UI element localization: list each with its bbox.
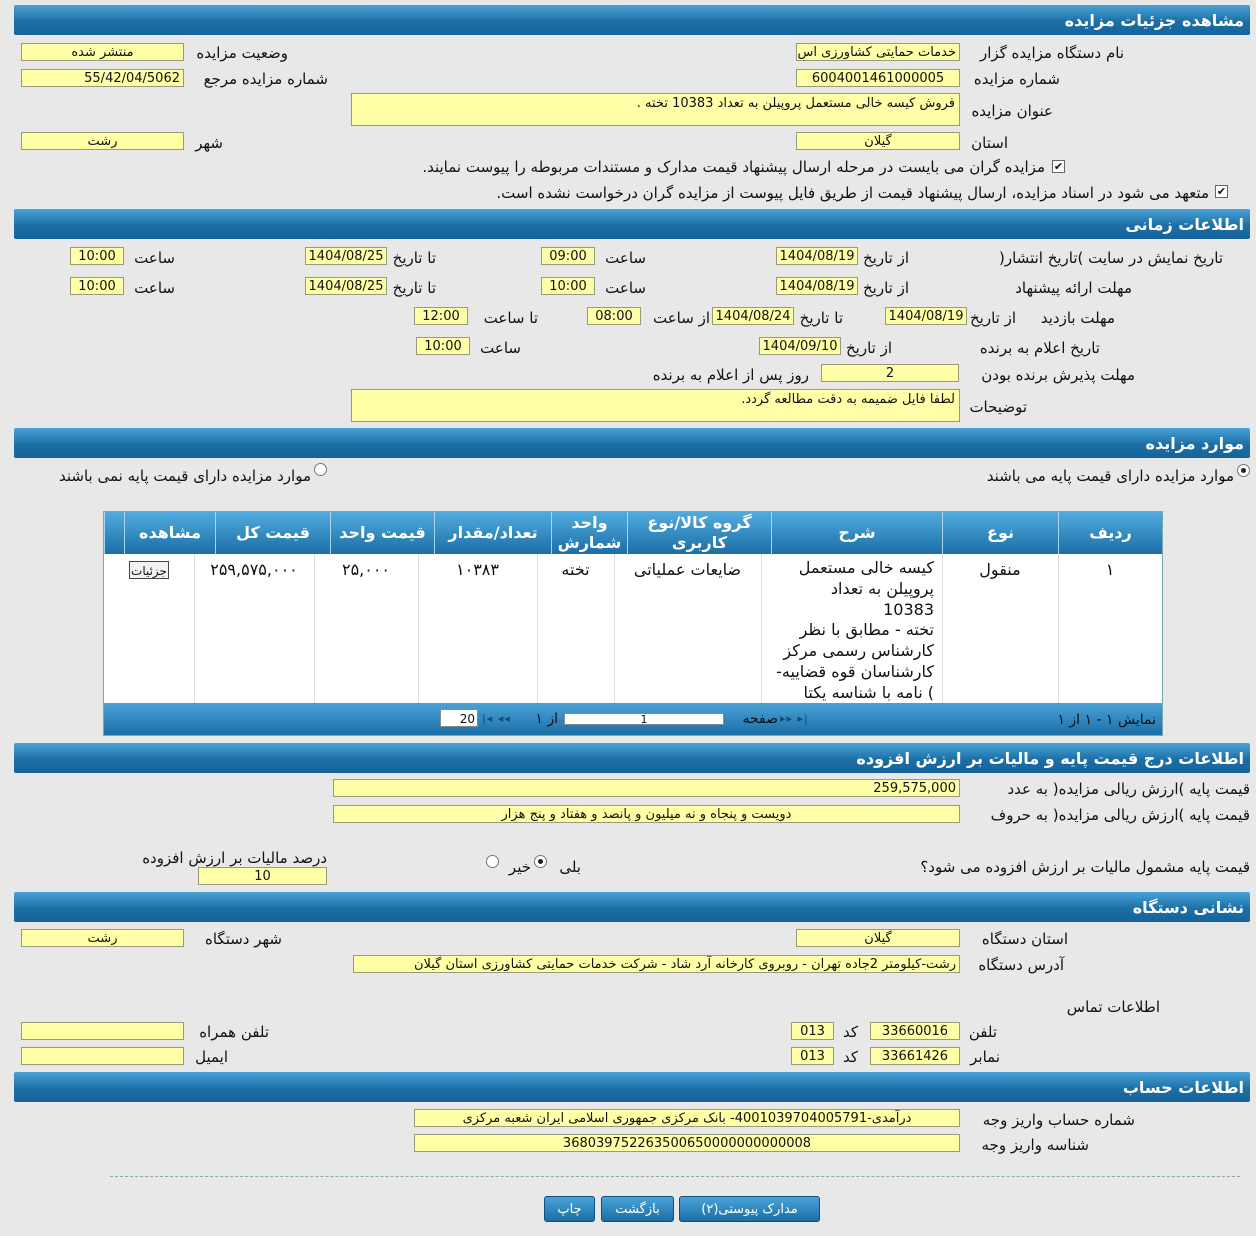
pager-page-label: صفحه bbox=[742, 711, 778, 727]
back-button[interactable]: بازگشت bbox=[601, 1196, 674, 1222]
offer-to-time: 10:00 bbox=[70, 277, 124, 295]
desc-line: کیسه خالی مستعمل bbox=[798, 558, 934, 577]
auction-number-label: شماره مزایده bbox=[973, 70, 1060, 88]
section-title: مشاهده جزئیات مزایده bbox=[1064, 11, 1244, 30]
city-label: شهر bbox=[195, 134, 223, 152]
province-field: گیلان bbox=[796, 132, 960, 150]
details-button[interactable]: جزئیات bbox=[129, 561, 169, 579]
vat-percent-field: 10 bbox=[198, 867, 327, 885]
hour-label: ساعت bbox=[480, 339, 521, 357]
vat-question-label: قیمت پایه مشمول مالیات بر ارزش افزوده می شود؟ bbox=[920, 858, 1250, 876]
desc-line: پروپیلن به تعداد bbox=[830, 578, 934, 598]
org-address-field: رشت-کیلومتر 2جاده تهران - روبروی کارخانه آرد شاد - شرکت خدمات حمایتی کشاورزی استان گیلان bbox=[353, 955, 960, 973]
col-index: ردیف bbox=[1058, 512, 1162, 554]
section-header-timing bbox=[14, 209, 1250, 239]
cell-unit-price: ۲۵,۰۰۰ bbox=[341, 560, 391, 579]
offer-from-date: 1404/08/19 bbox=[776, 277, 858, 295]
desc-line: 10383 bbox=[883, 599, 934, 619]
notes-field: لطفا فایل ضمیمه به دقت مطالعه گردد. bbox=[351, 389, 960, 422]
col-spacer bbox=[104, 512, 124, 554]
vat-yes-label: بلی bbox=[559, 858, 581, 876]
display-from-date: 1404/08/19 bbox=[776, 247, 858, 265]
attachments-button[interactable]: مدارک پیوستی(۲) bbox=[679, 1196, 820, 1222]
section-header-base-price bbox=[14, 743, 1250, 773]
radio-no-base-price[interactable] bbox=[314, 463, 327, 476]
fax-code-field: 013 bbox=[791, 1047, 834, 1065]
display-to-time: 10:00 bbox=[70, 247, 124, 265]
status-label: وضعیت مزایده bbox=[196, 44, 288, 62]
announce-time: 10:00 bbox=[416, 337, 470, 355]
from-date-label: از تاریخ bbox=[845, 339, 892, 357]
hour-label: ساعت bbox=[134, 249, 175, 267]
org-province-field: گیلان bbox=[796, 929, 960, 947]
section-title: نشانی دستگاه bbox=[1132, 898, 1244, 917]
org-city-label: شهر دستگاه bbox=[204, 930, 282, 948]
mobile-label: تلفن همراه bbox=[199, 1023, 269, 1041]
phone-code-field: 013 bbox=[791, 1022, 834, 1040]
commitment-checkbox: ✔ bbox=[1216, 185, 1227, 198]
title-field: فروش کیسه خالی مستعمل پروپیلن به تعداد 10383 تخته . bbox=[351, 93, 960, 126]
cell-index: ۱ bbox=[1105, 560, 1115, 579]
cell-group: ضایعات عملیاتی bbox=[633, 560, 742, 579]
announce-date: 1404/09/10 bbox=[759, 337, 841, 355]
section-header-details bbox=[14, 5, 1250, 35]
page-number-input[interactable]: 1 bbox=[564, 713, 724, 725]
org-city-field: رشت bbox=[21, 929, 184, 947]
col-total: قیمت کل bbox=[215, 512, 330, 554]
account-number-field: درآمدی-4001039704005791- بانک مرکزی جمهوری اسلامی ایران شعبه مرکزی bbox=[414, 1109, 960, 1127]
announce-label: تاریخ اعلام به برنده bbox=[979, 339, 1100, 357]
from-date-label: از تاریخ bbox=[969, 309, 1016, 327]
items-table bbox=[103, 511, 1163, 736]
base-price-number-field: 259,575,000 bbox=[333, 779, 960, 797]
section-title: موارد مزایده bbox=[1145, 434, 1244, 453]
to-hour-label: تا ساعت bbox=[483, 309, 538, 327]
base-price-number-label: قیمت پایه )ارزش ریالی مزایده( به عدد bbox=[1007, 780, 1250, 798]
phone-label: تلفن bbox=[968, 1023, 997, 1041]
to-date-label: تا تاریخ bbox=[799, 309, 843, 327]
title-label: عنوان مزایده bbox=[971, 102, 1053, 120]
section-header-address bbox=[14, 892, 1250, 922]
hour-label: ساعت bbox=[134, 279, 175, 297]
province-label: استان bbox=[971, 134, 1008, 152]
account-number-label: شماره حساب واریز وجه bbox=[982, 1111, 1135, 1129]
payment-id-field: 368039752263500650000000000008 bbox=[414, 1134, 960, 1152]
phone-field: 33660016 bbox=[870, 1022, 960, 1040]
desc-line: کارشناس رسمی مرکز bbox=[783, 641, 934, 661]
vat-no-radio[interactable] bbox=[486, 855, 499, 868]
visit-to-date: 1404/08/24 bbox=[712, 307, 794, 325]
cell-description bbox=[762, 558, 934, 724]
email-field bbox=[21, 1047, 184, 1065]
pager-summary: نمایش ۱ - ۱ از ۱ bbox=[1057, 712, 1156, 728]
pager-of-label: از ۱ bbox=[535, 711, 558, 727]
desc-line: کارشناسان قوه قضاییه- bbox=[776, 661, 934, 681]
page-size-input[interactable]: 20 bbox=[440, 709, 478, 727]
section-title: اطلاعات زمانی bbox=[1125, 215, 1244, 234]
requirement-checkbox: ✔ bbox=[1053, 160, 1064, 173]
to-date-label: تا تاریخ bbox=[392, 249, 436, 267]
offer-deadline-label: مهلت ارائه پیشنهاد bbox=[1015, 279, 1132, 297]
org-address-label: آدرس دستگاه bbox=[978, 956, 1064, 974]
offer-to-date: 1404/08/25 bbox=[305, 277, 387, 295]
visit-from-time: 08:00 bbox=[587, 307, 641, 325]
pager-next-last-icons[interactable]: |◂ ◂◂ bbox=[482, 712, 511, 725]
ref-number-field: 55/42/04/5062 bbox=[21, 69, 184, 87]
contact-title: اطلاعات تماس bbox=[1066, 998, 1160, 1016]
cell-unit: تخته bbox=[561, 560, 590, 579]
cell-qty: ۱۰۳۸۳ bbox=[456, 560, 499, 579]
org-field: خدمات حمایتی کشاورزی اس bbox=[796, 43, 960, 61]
status-field: منتشر شده bbox=[21, 43, 184, 61]
section-title: اطلاعات درج قیمت پایه و مالیات بر ارزش افزوده bbox=[856, 749, 1244, 768]
phone-code-label: کد bbox=[842, 1023, 858, 1041]
pager-first-prev-icons[interactable]: ▸▸ ▸| bbox=[780, 712, 809, 725]
desc-line: ) نامه با شناسه یکتا bbox=[803, 682, 934, 702]
vat-percent-label: درصد مالیات بر ارزش افزوده bbox=[142, 849, 327, 867]
table-pager bbox=[104, 703, 1162, 735]
from-date-label: از تاریخ bbox=[862, 279, 909, 297]
display-to-date: 1404/08/25 bbox=[305, 247, 387, 265]
requirement-text: مزایده گران می بایست در مرحله ارسال پیشنهاد قیمت مدارک و مستندات مربوطه را پیوست نمایند. bbox=[422, 158, 1045, 176]
ref-number-label: شماره مزایده مرجع bbox=[203, 70, 328, 88]
col-qty: تعداد/مقدار bbox=[434, 512, 551, 554]
radio-no-base-price-label: موارد مزایده دارای قیمت پایه نمی باشند bbox=[59, 467, 311, 485]
section-header-account bbox=[14, 1072, 1250, 1102]
display-from-time: 09:00 bbox=[541, 247, 595, 265]
email-label: ایمیل bbox=[195, 1048, 228, 1066]
desc-line: تخته - مطابق با نظر bbox=[799, 620, 934, 640]
divider bbox=[110, 1176, 1240, 1177]
auction-number-field: 6004001461000005 bbox=[796, 69, 960, 87]
table-header bbox=[104, 512, 1162, 554]
col-description: شرح bbox=[771, 512, 942, 554]
vat-yes-radio[interactable] bbox=[534, 855, 547, 868]
base-price-words-field: دویست و پنجاه و نه میلیون و پانصد و هفتاد و پنج هزار bbox=[333, 805, 960, 823]
base-price-words-label: قیمت پایه )ارزش ریالی مزایده( به حروف bbox=[990, 806, 1250, 824]
city-field: رشت bbox=[21, 132, 184, 150]
visit-deadline-label: مهلت بازدید bbox=[1040, 309, 1115, 327]
display-date-label: تاریخ نمایش در سایت )تاریخ انتشار( bbox=[999, 249, 1223, 267]
cell-total: ۲۵۹,۵۷۵,۰۰۰ bbox=[210, 560, 298, 579]
vat-no-label: خیر bbox=[508, 858, 531, 876]
accept-deadline-label: مهلت پذیرش برنده بودن bbox=[981, 366, 1135, 384]
to-date-label: تا تاریخ bbox=[392, 279, 436, 297]
fax-field: 33661426 bbox=[870, 1047, 960, 1065]
radio-has-base-price-label: موارد مزایده دارای قیمت پایه می باشند bbox=[986, 467, 1234, 485]
from-hour-label: از ساعت bbox=[653, 309, 710, 327]
col-type: نوع bbox=[942, 512, 1058, 554]
section-title: اطلاعات حساب bbox=[1122, 1078, 1244, 1097]
org-province-label: استان دستگاه bbox=[981, 930, 1068, 948]
commitment-text: متعهد می شود در اسناد مزایده، ارسال پیشنهاد قیمت از طریق فایل پیوست از مزایده گران درخواست نشده است. bbox=[496, 184, 1209, 202]
fax-code-label: کد bbox=[842, 1048, 858, 1066]
hour-label: ساعت bbox=[605, 249, 646, 267]
notes-label: توضیحات bbox=[969, 398, 1027, 416]
accept-days-field: 2 bbox=[821, 364, 959, 382]
visit-to-time: 12:00 bbox=[414, 307, 468, 325]
col-unit-price: قیمت واحد bbox=[330, 512, 434, 554]
visit-from-date: 1404/08/19 bbox=[885, 307, 967, 325]
col-group: گروه کالا/نوع کاربری bbox=[627, 512, 771, 554]
from-date-label: از تاریخ bbox=[862, 249, 909, 267]
cell-type: منقول bbox=[979, 560, 1021, 579]
offer-from-time: 10:00 bbox=[541, 277, 595, 295]
section-header-items bbox=[14, 428, 1250, 458]
payment-id-label: شناسه واریز وجه bbox=[981, 1136, 1089, 1154]
org-label: نام دستگاه مزایده گزار bbox=[979, 44, 1124, 62]
mobile-field bbox=[21, 1022, 184, 1040]
print-button[interactable]: چاپ bbox=[544, 1196, 595, 1222]
radio-has-base-price[interactable] bbox=[1237, 464, 1250, 477]
accept-suffix: روز پس از اعلام به برنده bbox=[652, 366, 809, 384]
col-view: مشاهده bbox=[124, 512, 215, 554]
hour-label: ساعت bbox=[605, 279, 646, 297]
col-unit: واحد شمارش bbox=[551, 512, 627, 554]
fax-label: نمابر bbox=[970, 1048, 1000, 1066]
